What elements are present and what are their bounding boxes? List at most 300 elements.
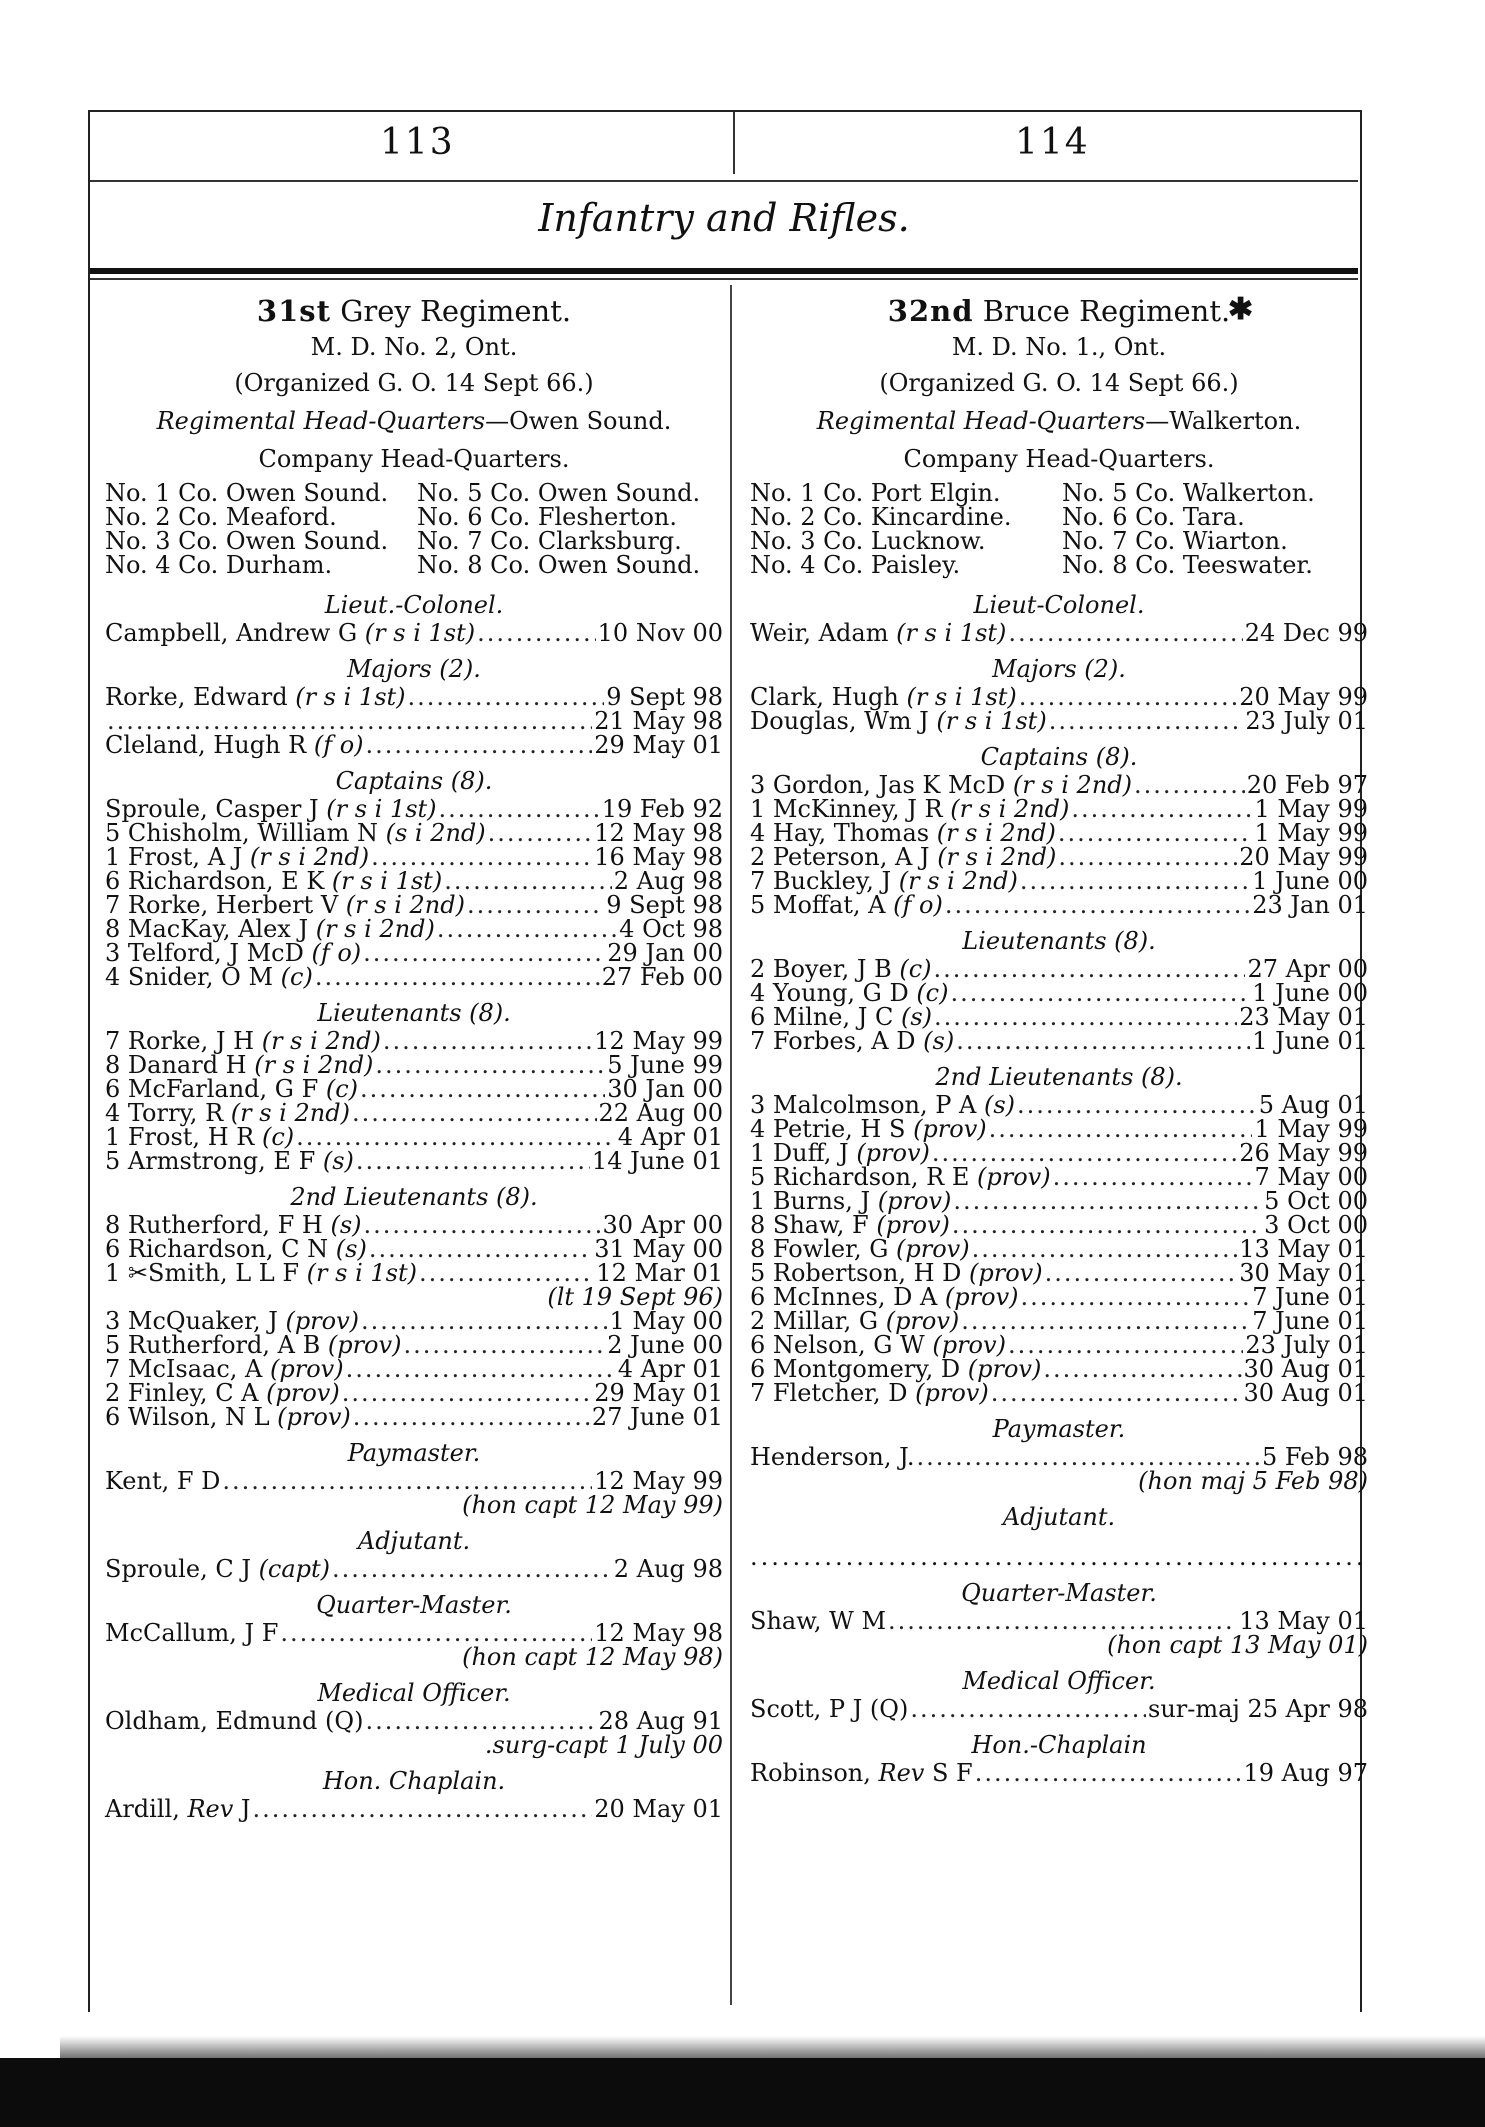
- appointment-date: 9 Sept 98: [606, 683, 723, 711]
- officer-qualification: (r s i 2nd): [254, 1051, 374, 1079]
- officer-entry: [750, 773, 1368, 797]
- officer-qualification: (r s i 2nd): [249, 843, 370, 871]
- officer-qualification: (c): [899, 955, 932, 983]
- officer-qualification: (r s i 1st): [906, 683, 1017, 711]
- appointment-date: 23 Jan 01: [1252, 891, 1368, 919]
- asterisk-mark-icon: ✱: [1228, 292, 1254, 327]
- officer-list: [105, 797, 723, 989]
- officer-entry: [750, 1213, 1368, 1237]
- dot-leader: [961, 1309, 1250, 1333]
- dot-leader: [488, 821, 593, 845]
- appointment-date: 20 May 99: [1239, 843, 1368, 871]
- appointment-date: 27 June 01: [591, 1403, 723, 1431]
- dot-leader: [342, 1381, 592, 1405]
- appointment-date: 3 Oct 00: [1264, 1211, 1368, 1239]
- appointment-date: 23 July 01: [1245, 707, 1368, 735]
- officer-entry: [105, 1149, 723, 1173]
- officer-name-text: Henderson, J.: [750, 1443, 915, 1471]
- company-item: No. 7 Co. Clarksburg.: [417, 527, 682, 555]
- officer-name-text: 1 ✂Smith, L L F: [105, 1259, 307, 1287]
- officer-name: [105, 1381, 340, 1405]
- appointment-date: 1 June 01: [1252, 1027, 1368, 1055]
- dot-leader: [408, 685, 605, 709]
- appointment-date: sur-maj 25 Apr 98: [1148, 1695, 1368, 1723]
- officer-name: [750, 1609, 886, 1633]
- officer-qualification: (r s i 1st): [306, 1259, 417, 1287]
- officer-name: [750, 797, 1069, 821]
- appointment-date: 27 Feb 00: [601, 963, 723, 991]
- dot-leader: [953, 1189, 1262, 1213]
- appointment-date: 12 May 98: [594, 819, 723, 847]
- dot-leader: [1043, 1357, 1241, 1381]
- officer-note: [105, 1733, 723, 1757]
- dot-leader: [280, 1621, 592, 1645]
- appointment-date: 4 Apr 01: [617, 1355, 723, 1383]
- officer-name: [105, 1309, 359, 1333]
- dot-leader: [369, 1237, 592, 1261]
- officer-name-text: Scott, P J (Q): [750, 1695, 909, 1723]
- officer-name: [105, 821, 486, 845]
- appointment-date: 30 Aug 01: [1243, 1379, 1368, 1407]
- page-edge-shadow: [60, 2036, 1485, 2060]
- officer-name-text: 8 Rutherford, F H: [105, 1211, 331, 1239]
- rank-heading-medical: Medical Officer.: [317, 1679, 511, 1707]
- officer-qualification: (prov): [967, 1355, 1042, 1383]
- rank-heading-chaplain: Hon.-Chaplain: [971, 1731, 1147, 1759]
- officer-qualification: (capt): [258, 1555, 331, 1583]
- officer-list: [750, 773, 1368, 917]
- officer-name: [750, 1093, 1015, 1117]
- appointment-date: 1 May 99: [1254, 1115, 1368, 1143]
- officer-name: [105, 685, 406, 709]
- officer-qualification: (r s i 2nd): [261, 1027, 381, 1055]
- officer-name-text: Shaw, W M: [750, 1607, 887, 1635]
- dot-leader: [366, 733, 593, 757]
- company-hq-heading: Company Head-Quarters.: [258, 445, 570, 473]
- officer-entry: [750, 1189, 1368, 1213]
- appointment-date: 29 May 01: [594, 1379, 723, 1407]
- officer-entry: [105, 1405, 723, 1429]
- officer-name-text: McCallum, J F: [105, 1619, 279, 1647]
- officer-name: [105, 1469, 220, 1493]
- officer-entry: [105, 1621, 723, 1645]
- dot-leader: [952, 1213, 1262, 1237]
- officer-entry: [750, 797, 1368, 821]
- officer-list: [105, 1469, 723, 1493]
- officer-name: [105, 869, 442, 893]
- appointment-date: 21 May 98: [594, 707, 723, 735]
- officer-note-text: (hon capt 12 May 98): [462, 1643, 723, 1671]
- officer-entry: [105, 1101, 723, 1125]
- officer-note-text: (lt 19 Sept 96): [547, 1283, 723, 1311]
- header-divider: [733, 112, 735, 174]
- appointment-date: 2 Aug 98: [613, 867, 723, 895]
- officer-name: [105, 1101, 350, 1125]
- appointment-date: 5 June 99: [607, 1051, 723, 1079]
- officer-qualification: (prov): [877, 1187, 952, 1215]
- dot-leader: [917, 1445, 1261, 1469]
- officer-name-text: 6 Milne, J C: [750, 1003, 901, 1031]
- officer-name-text: Rorke, Edward: [105, 683, 296, 711]
- company-item: No. 8 Co. Teeswater.: [1062, 551, 1313, 579]
- appointment-date: 2 June 00: [607, 1331, 723, 1359]
- officer-entry: [105, 1797, 723, 1821]
- officer-name: [105, 797, 437, 821]
- officer-qualification: (prov): [885, 1307, 960, 1335]
- officer-name: [750, 1761, 973, 1785]
- officer-name: [105, 1357, 344, 1381]
- officer-qualification: Rev: [187, 1795, 234, 1823]
- officer-name-text: Oldham, Edmund (Q): [105, 1707, 364, 1735]
- officer-name-text: 8 Danard H: [105, 1051, 255, 1079]
- officer-name: [750, 1697, 908, 1721]
- officer-list: [750, 1445, 1368, 1469]
- dot-leader: [975, 1761, 1242, 1785]
- officer-qualification: (prov): [277, 1403, 351, 1431]
- officer-qualification: (r s i 1st): [364, 619, 476, 647]
- officer-qualification: (prov): [896, 1235, 970, 1263]
- officer-name-text: Clark, Hugh: [750, 683, 907, 711]
- officer-qualification: (c): [916, 979, 949, 1007]
- appointment-date: 5 Oct 00: [1264, 1187, 1368, 1215]
- company-item: No. 8 Co. Owen Sound.: [417, 551, 701, 579]
- officer-name-text: 4 Snider, O M: [105, 963, 281, 991]
- regiment-title: [750, 294, 1368, 328]
- officer-name-text: 4 Young, G D: [750, 979, 917, 1007]
- dot-leader: [315, 965, 600, 989]
- officer-name: [750, 893, 943, 917]
- appointment-date: 1 June 00: [1252, 979, 1368, 1007]
- appointment-date: 4 Apr 01: [617, 1123, 723, 1151]
- appointment-date: 29 Jan 00: [607, 939, 723, 967]
- officer-entry: [750, 981, 1368, 1005]
- officer-entry: [105, 821, 723, 845]
- officer-qualification: (prov): [969, 1259, 1043, 1287]
- officer-qualification: (c): [325, 1075, 359, 1103]
- officer-name-text: Sproule, C J: [105, 1555, 259, 1583]
- officer-name: [750, 1189, 951, 1213]
- rank-heading-paymaster: Paymaster.: [347, 1439, 481, 1467]
- officer-name-text: 4 Torry, R: [105, 1099, 231, 1127]
- dot-leader: [1045, 1261, 1238, 1285]
- regiment-31st-column: [105, 295, 723, 1821]
- column-divider: [730, 285, 732, 2005]
- officer-entry: [105, 1357, 723, 1381]
- organized-note: (Organized G. O. 14 Sept 66.): [879, 369, 1239, 397]
- dot-leader: [888, 1609, 1237, 1633]
- company-item: No. 5 Co. Owen Sound.: [417, 479, 701, 507]
- officer-entry: [105, 1237, 723, 1261]
- officer-name-text: Douglas, Wm J: [750, 707, 937, 735]
- officer-name: [105, 1149, 354, 1173]
- regimental-hq-label: Regimental Head-Quarters: [156, 407, 486, 435]
- officer-name: [105, 1797, 251, 1821]
- officer-name: [105, 1709, 363, 1733]
- officer-note: [750, 1469, 1368, 1493]
- officer-name-text: 6 Montgomery, D: [750, 1355, 968, 1383]
- officer-qualification: (f o): [893, 891, 943, 919]
- officer-name: [750, 1261, 1043, 1285]
- page-number-left: 113: [380, 122, 455, 163]
- rank-heading-lt-col: Lieut.-Colonel.: [324, 591, 504, 619]
- appointment-date: 13 May 01: [1239, 1607, 1368, 1635]
- appointment-date: 5 Aug 01: [1258, 1091, 1368, 1119]
- officer-name: [750, 957, 932, 981]
- officer-name: [105, 1125, 294, 1149]
- appointment-date: 20 May 01: [594, 1795, 723, 1823]
- officer-name: [750, 1309, 959, 1333]
- officer-qualification: Rev: [878, 1759, 925, 1787]
- regimental-hq-place: —Owen Sound.: [485, 407, 672, 435]
- appointment-date: 5 Feb 98: [1262, 1443, 1368, 1471]
- officer-entry: [105, 1333, 723, 1357]
- officer-name: [750, 981, 948, 1005]
- officer-qualification: (s): [335, 1235, 367, 1263]
- officer-name-text: Robinson,: [750, 1759, 879, 1787]
- officer-name: [750, 621, 1006, 645]
- dot-leader: [932, 1141, 1237, 1165]
- dot-leader: [950, 981, 1250, 1005]
- officer-name-text: 7 Rorke, Herbert V: [105, 891, 346, 919]
- page-number-header: [90, 112, 1358, 180]
- dot-leader: [934, 1005, 1237, 1029]
- company-item: No. 5 Co. Walkerton.: [1062, 479, 1315, 507]
- officer-name-text: 3 Gordon, Jas K McD: [750, 771, 1013, 799]
- officer-list: [105, 1309, 723, 1429]
- officer-name-text: 3 McQuaker, J: [105, 1307, 286, 1335]
- officer-entry: [750, 1609, 1368, 1633]
- officer-name-text: Ardill,: [105, 1795, 188, 1823]
- officer-entry: [105, 621, 723, 645]
- officer-note-text: .surg-capt 1 July 00: [484, 1731, 723, 1759]
- officer-entry: [105, 941, 723, 965]
- officer-list: [750, 1093, 1368, 1405]
- officer-qualification: (r s i 2nd): [230, 1099, 350, 1127]
- officer-name: [750, 1005, 932, 1029]
- officer-name: [750, 685, 1017, 709]
- officer-name-text: 5 Armstrong, E F: [105, 1147, 323, 1175]
- officer-name: [105, 1333, 401, 1357]
- officer-entry: [105, 1557, 723, 1581]
- officer-entry: [750, 1165, 1368, 1189]
- rank-heading-quarter-master: Quarter-Master.: [316, 1591, 512, 1619]
- officer-name-text: Sproule, Casper J: [105, 795, 327, 823]
- appointment-date: 22 Aug 00: [598, 1099, 723, 1127]
- officer-qualification: (r s i 1st): [326, 795, 437, 823]
- officer-list: [105, 1621, 723, 1645]
- regimental-hq-label: Regimental Head-Quarters: [816, 407, 1146, 435]
- section-title: Infantry and Rifles.: [538, 196, 910, 240]
- officer-entry: [105, 965, 723, 989]
- rank-heading-2nd-lieutenants: 2nd Lieutenants (8).: [935, 1063, 1183, 1091]
- officer-entry: [750, 1761, 1368, 1785]
- appointment-date: 20 Feb 97: [1246, 771, 1368, 799]
- officer-name: [750, 1165, 1051, 1189]
- military-district: M. D. No. 1., Ont.: [951, 333, 1167, 361]
- officer-entry: [750, 845, 1368, 869]
- officer-name: [750, 1285, 1019, 1309]
- officer-list: [750, 1609, 1368, 1633]
- dot-leader: [1071, 797, 1252, 821]
- officer-entry: [105, 917, 723, 941]
- appointment-date: 19 Aug 97: [1243, 1759, 1368, 1787]
- officer-entry: [750, 957, 1368, 981]
- regimental-hq-place: —Walkerton.: [1145, 407, 1302, 435]
- officer-list: [105, 1797, 723, 1821]
- officer-list: [750, 957, 1368, 1053]
- appointment-date: 16 May 98: [594, 843, 723, 871]
- officer-qualification: (prov): [270, 1355, 344, 1383]
- officer-qualification: (s): [984, 1091, 1016, 1119]
- officer-name-text: 8 Shaw, F: [750, 1211, 877, 1239]
- dot-leader: [1021, 1285, 1251, 1309]
- officer-qualification: (s i 2nd): [385, 819, 486, 847]
- officer-entry: [750, 709, 1368, 733]
- officer-name-text: 5 Richardson, R E: [750, 1163, 978, 1191]
- officer-name: [750, 1381, 989, 1405]
- appointment-date: 12 May 98: [594, 1619, 723, 1647]
- dot-leader: [364, 1213, 601, 1237]
- appointment-date: 30 Aug 01: [1243, 1355, 1368, 1383]
- officer-name-text: 3 Malcolmson, P A: [750, 1091, 984, 1119]
- appointment-date: 30 Apr 00: [602, 1211, 723, 1239]
- officer-qualification: (c): [261, 1123, 295, 1151]
- officer-qualification: (r s i 2nd): [1012, 771, 1133, 799]
- dot-leader: [945, 893, 1250, 917]
- officer-name-text: 6 Richardson, E K: [105, 867, 332, 895]
- appointment-date: 1 May 99: [1254, 819, 1368, 847]
- dot-leader: [439, 797, 600, 821]
- organized-note: (Organized G. O. 14 Sept 66.): [234, 369, 594, 397]
- officer-qualification: (prov): [932, 1331, 1006, 1359]
- officer-entry: [105, 685, 723, 709]
- officer-qualification: (r s i 2nd): [315, 915, 435, 943]
- regiment-name: Bruce Regiment.: [973, 294, 1231, 328]
- officer-name-text: 8 MacKay, Alex J: [105, 915, 316, 943]
- officer-entry: [105, 797, 723, 821]
- dot-leader: [989, 1117, 1253, 1141]
- company-list: [750, 481, 1368, 577]
- rank-heading-captains: Captains (8).: [980, 743, 1138, 771]
- company-item: No. 1 Co. Port Elgin.: [750, 479, 1001, 507]
- officer-qualification: (prov): [876, 1211, 950, 1239]
- officer-name: [750, 845, 1056, 869]
- appointment-date: 7 May 00: [1254, 1163, 1368, 1191]
- company-item: No. 3 Co. Lucknow.: [750, 527, 986, 555]
- officer-name-text: Weir, Adam: [750, 619, 897, 647]
- dot-leader: [360, 1077, 605, 1101]
- dot-leader: [371, 845, 592, 869]
- officer-name-text: Cleland, Hugh R: [105, 731, 314, 759]
- dot-leader: [750, 1545, 1368, 1569]
- dot-leader: [403, 1333, 605, 1357]
- company-item: No. 4 Co. Paisley.: [750, 551, 961, 579]
- officer-qualification: (s): [322, 1147, 354, 1175]
- dot-leader: [332, 1557, 612, 1581]
- officer-entry: [750, 1285, 1368, 1309]
- regiment-ordinal: 32nd: [887, 294, 974, 328]
- dot-leader: [356, 1149, 590, 1173]
- officer-entry: [750, 893, 1368, 917]
- officer-name-text: 6 Wilson, N L: [105, 1403, 278, 1431]
- officer-qualification: (prov): [944, 1283, 1019, 1311]
- rank-heading-adjutant: Adjutant.: [1002, 1503, 1116, 1531]
- officer-name-text: 1 Burns, J: [750, 1187, 878, 1215]
- officer-name-text: 2 Millar, G: [750, 1307, 886, 1335]
- officer-name: [750, 1445, 915, 1469]
- officer-qualification: (r s i 1st): [896, 619, 1007, 647]
- officer-entry: [105, 1053, 723, 1077]
- dot-leader: [1017, 1093, 1257, 1117]
- dot-leader: [1008, 621, 1242, 645]
- dot-leader: [352, 1101, 597, 1125]
- officer-entry: [750, 1309, 1368, 1333]
- officer-qualification: (r s i 2nd): [345, 891, 465, 919]
- rank-heading-lieutenants: Lieutenants (8).: [962, 927, 1156, 955]
- officer-name-text: 7 Rorke, J H: [105, 1027, 262, 1055]
- appointment-date: 13 May 01: [1239, 1235, 1368, 1263]
- officer-qualification: (prov): [266, 1379, 340, 1407]
- officer-entry: [105, 1125, 723, 1149]
- dot-leader: [1134, 773, 1245, 797]
- officer-entry: [105, 1709, 723, 1733]
- dot-leader: [444, 869, 612, 893]
- appointment-date: 9 Sept 98: [606, 891, 723, 919]
- appointment-date: 31 May 00: [594, 1235, 723, 1263]
- officer-list: [105, 1709, 723, 1733]
- officer-entry: [105, 1213, 723, 1237]
- officer-entry: [105, 1469, 723, 1493]
- regimental-hq: [105, 409, 723, 433]
- appointment-date: 1 May 99: [1254, 795, 1368, 823]
- officer-entry: [105, 1381, 723, 1405]
- appointment-date: 19 Feb 92: [601, 795, 723, 823]
- officer-note-text: (hon capt 12 May 99): [462, 1491, 723, 1519]
- rank-heading-medical: Medical Officer.: [962, 1667, 1156, 1695]
- officer-name: [105, 1405, 351, 1429]
- officer-name: [105, 917, 435, 941]
- officer-entry: [750, 1333, 1368, 1357]
- officer-entry: [105, 1077, 723, 1101]
- appointment-date: 26 May 99: [1239, 1139, 1368, 1167]
- officer-name: [105, 1621, 278, 1645]
- company-item: No. 2 Co. Kincardine.: [750, 503, 1012, 531]
- appointment-date: 28 Aug 91: [598, 1707, 723, 1735]
- officer-name: [105, 893, 465, 917]
- officer-name: [105, 1557, 330, 1581]
- officer-qualification: (prov): [915, 1379, 989, 1407]
- company-item: No. 6 Co. Flesherton.: [417, 503, 677, 531]
- officer-entry: [105, 733, 723, 757]
- officer-name-text: 1 Duff, J: [750, 1139, 857, 1167]
- officer-name: [105, 621, 475, 645]
- officer-name: [750, 773, 1132, 797]
- officer-list: [105, 1557, 723, 1581]
- regiment-name: Grey Regiment.: [331, 294, 572, 328]
- officer-qualification: (r s i 1st): [295, 683, 406, 711]
- dot-leader: [353, 1405, 590, 1429]
- officer-entry: [105, 893, 723, 917]
- company-list: [105, 481, 723, 577]
- officer-initials: S F: [924, 1759, 973, 1787]
- dot-leader: [1008, 1333, 1243, 1357]
- officer-qualification: (f o): [313, 731, 364, 759]
- officer-list: [750, 1761, 1368, 1785]
- military-district: M. D. No. 2, Ont.: [310, 333, 518, 361]
- officer-qualification: (r s i 2nd): [898, 867, 1018, 895]
- officer-entry: [750, 1697, 1368, 1721]
- company-item: No. 7 Co. Wiarton.: [1062, 527, 1288, 555]
